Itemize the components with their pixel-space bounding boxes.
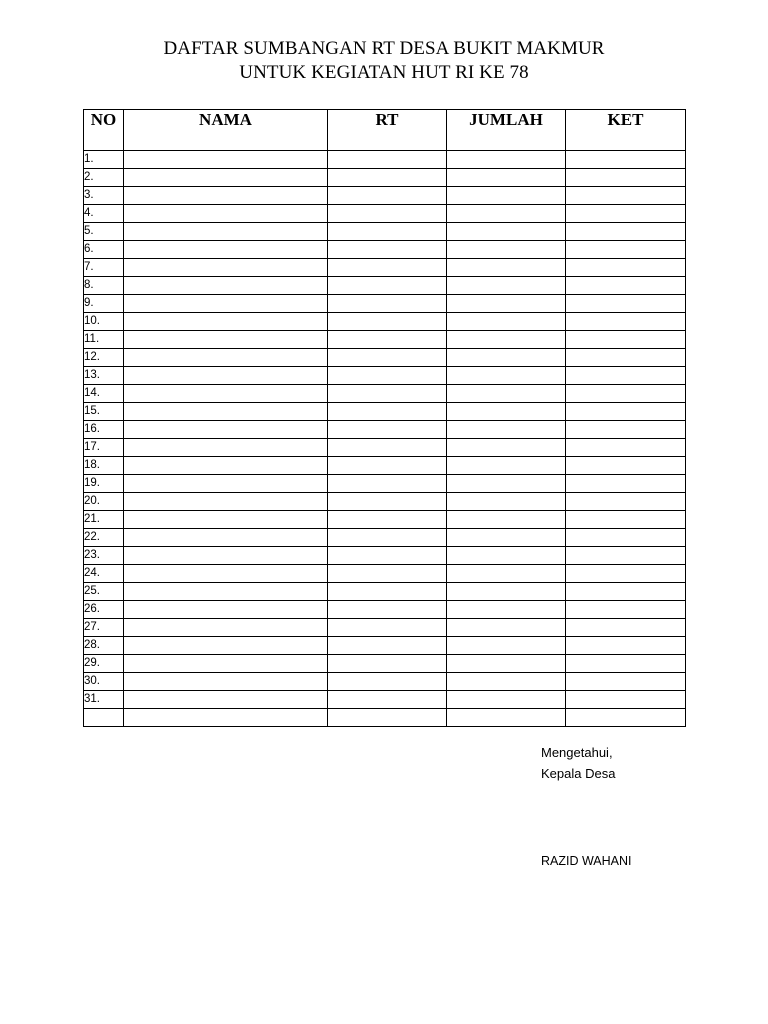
- table-row: [84, 205, 686, 223]
- ket-cell: [566, 349, 686, 367]
- jumlah-cell: [447, 601, 566, 619]
- row-number: 26.: [84, 601, 124, 619]
- nama-cell: [124, 151, 328, 169]
- ket-cell: [566, 313, 686, 331]
- jumlah-cell: [447, 619, 566, 637]
- table-row: [84, 583, 686, 601]
- nama-cell: [124, 583, 328, 601]
- ket-cell: [566, 601, 686, 619]
- rt-cell: [328, 277, 447, 295]
- jumlah-cell: [447, 205, 566, 223]
- rt-cell: [328, 313, 447, 331]
- row-number: 13.: [84, 367, 124, 385]
- nama-cell: [124, 547, 328, 565]
- jumlah-cell: [447, 277, 566, 295]
- table-row: [84, 709, 686, 727]
- table-row: [84, 313, 686, 331]
- nama-cell: [124, 403, 328, 421]
- jumlah-cell: [447, 655, 566, 673]
- table-body: [84, 151, 686, 727]
- nama-cell: [124, 259, 328, 277]
- row-number: 30.: [84, 673, 124, 691]
- row-number: 9.: [84, 295, 124, 313]
- ket-cell: [566, 529, 686, 547]
- table-row: [84, 565, 686, 583]
- nama-cell: [124, 457, 328, 475]
- ket-cell: [566, 655, 686, 673]
- nama-cell: [124, 565, 328, 583]
- jumlah-cell: [447, 421, 566, 439]
- row-number: 29.: [84, 655, 124, 673]
- table-row: [84, 331, 686, 349]
- ket-cell: [566, 637, 686, 655]
- jumlah-cell: [447, 529, 566, 547]
- jumlah-cell: [447, 169, 566, 187]
- table-header-row: [84, 110, 686, 151]
- jumlah-cell: [447, 709, 566, 727]
- nama-cell: [124, 619, 328, 637]
- row-number: 16.: [84, 421, 124, 439]
- row-number: 2.: [84, 169, 124, 187]
- nama-cell: [124, 601, 328, 619]
- table-row: [84, 151, 686, 169]
- row-number: 18.: [84, 457, 124, 475]
- rt-cell: [328, 565, 447, 583]
- row-number: 14.: [84, 385, 124, 403]
- jumlah-cell: [447, 259, 566, 277]
- ket-cell: [566, 475, 686, 493]
- jumlah-cell: [447, 385, 566, 403]
- rt-cell: [328, 385, 447, 403]
- nama-cell: [124, 367, 328, 385]
- jumlah-cell: [447, 673, 566, 691]
- ket-cell: [566, 295, 686, 313]
- ket-cell: [566, 223, 686, 241]
- row-number: 22.: [84, 529, 124, 547]
- jumlah-cell: [447, 331, 566, 349]
- ket-cell: [566, 439, 686, 457]
- row-number: 7.: [84, 259, 124, 277]
- jumlah-cell: [447, 583, 566, 601]
- rt-cell: [328, 583, 447, 601]
- jumlah-cell: [447, 439, 566, 457]
- table-row: [84, 277, 686, 295]
- table-row: [84, 169, 686, 187]
- nama-cell: [124, 385, 328, 403]
- jumlah-cell: [447, 313, 566, 331]
- rt-cell: [328, 673, 447, 691]
- table-row: [84, 421, 686, 439]
- rt-cell: [328, 637, 447, 655]
- row-number: 15.: [84, 403, 124, 421]
- table-row: [84, 223, 686, 241]
- nama-cell: [124, 241, 328, 259]
- ket-cell: [566, 403, 686, 421]
- row-number: [84, 709, 124, 727]
- rt-cell: [328, 547, 447, 565]
- header-rt: RT: [328, 110, 447, 151]
- rt-cell: [328, 223, 447, 241]
- nama-cell: [124, 187, 328, 205]
- table-row: [84, 439, 686, 457]
- jumlah-cell: [447, 457, 566, 475]
- nama-cell: [124, 439, 328, 457]
- rt-cell: [328, 655, 447, 673]
- rt-cell: [328, 367, 447, 385]
- nama-cell: [124, 655, 328, 673]
- table-row: [84, 403, 686, 421]
- nama-cell: [124, 709, 328, 727]
- row-number: 4.: [84, 205, 124, 223]
- rt-cell: [328, 349, 447, 367]
- table-row: [84, 259, 686, 277]
- table-row: [84, 457, 686, 475]
- ket-cell: [566, 169, 686, 187]
- row-number: 3.: [84, 187, 124, 205]
- row-number: 12.: [84, 349, 124, 367]
- table-row: [84, 511, 686, 529]
- rt-cell: [328, 331, 447, 349]
- jumlah-cell: [447, 241, 566, 259]
- nama-cell: [124, 691, 328, 709]
- rt-cell: [328, 187, 447, 205]
- table-row: [84, 187, 686, 205]
- row-number: 27.: [84, 619, 124, 637]
- jumlah-cell: [447, 403, 566, 421]
- ket-cell: [566, 565, 686, 583]
- rt-cell: [328, 475, 447, 493]
- ket-cell: [566, 385, 686, 403]
- nama-cell: [124, 349, 328, 367]
- ket-cell: [566, 709, 686, 727]
- rt-cell: [328, 151, 447, 169]
- jumlah-cell: [447, 349, 566, 367]
- table-row: [84, 655, 686, 673]
- nama-cell: [124, 313, 328, 331]
- table-row: [84, 529, 686, 547]
- jumlah-cell: [447, 151, 566, 169]
- ket-cell: [566, 277, 686, 295]
- table-row: [84, 673, 686, 691]
- rt-cell: [328, 601, 447, 619]
- rt-cell: [328, 709, 447, 727]
- nama-cell: [124, 331, 328, 349]
- jumlah-cell: [447, 367, 566, 385]
- rt-cell: [328, 511, 447, 529]
- ket-cell: [566, 691, 686, 709]
- document-subtitle: UNTUK KEGIATAN HUT RI KE 78: [239, 62, 529, 83]
- rt-cell: [328, 259, 447, 277]
- table-row: [84, 475, 686, 493]
- nama-cell: [124, 223, 328, 241]
- document-title: DAFTAR SUMBANGAN RT DESA BUKIT MAKMUR: [163, 38, 605, 59]
- jumlah-cell: [447, 223, 566, 241]
- jumlah-cell: [447, 493, 566, 511]
- rt-cell: [328, 457, 447, 475]
- nama-cell: [124, 205, 328, 223]
- ket-cell: [566, 457, 686, 475]
- nama-cell: [124, 475, 328, 493]
- nama-cell: [124, 511, 328, 529]
- nama-cell: [124, 169, 328, 187]
- ket-cell: [566, 187, 686, 205]
- row-number: 8.: [84, 277, 124, 295]
- ket-cell: [566, 259, 686, 277]
- acknowledgement-label: Mengetahui,: [541, 745, 613, 760]
- table-row: [84, 295, 686, 313]
- ket-cell: [566, 367, 686, 385]
- row-number: 21.: [84, 511, 124, 529]
- nama-cell: [124, 493, 328, 511]
- table-row: [84, 637, 686, 655]
- rt-cell: [328, 619, 447, 637]
- row-number: 6.: [84, 241, 124, 259]
- ket-cell: [566, 151, 686, 169]
- row-number: 11.: [84, 331, 124, 349]
- row-number: 5.: [84, 223, 124, 241]
- ket-cell: [566, 511, 686, 529]
- jumlah-cell: [447, 691, 566, 709]
- jumlah-cell: [447, 475, 566, 493]
- ket-cell: [566, 583, 686, 601]
- jumlah-cell: [447, 637, 566, 655]
- rt-cell: [328, 529, 447, 547]
- table-row: [84, 241, 686, 259]
- row-number: 23.: [84, 547, 124, 565]
- ket-cell: [566, 493, 686, 511]
- rt-cell: [328, 169, 447, 187]
- header-ket: KET: [566, 110, 686, 151]
- rt-cell: [328, 205, 447, 223]
- row-number: 31.: [84, 691, 124, 709]
- row-number: 28.: [84, 637, 124, 655]
- ket-cell: [566, 619, 686, 637]
- nama-cell: [124, 295, 328, 313]
- table-row: [84, 601, 686, 619]
- nama-cell: [124, 277, 328, 295]
- rt-cell: [328, 295, 447, 313]
- ket-cell: [566, 205, 686, 223]
- jumlah-cell: [447, 187, 566, 205]
- table-row: [84, 385, 686, 403]
- header-jumlah: JUMLAH: [447, 110, 566, 151]
- signer-role: Kepala Desa: [541, 766, 616, 781]
- row-number: 10.: [84, 313, 124, 331]
- jumlah-cell: [447, 565, 566, 583]
- rt-cell: [328, 493, 447, 511]
- table-row: [84, 547, 686, 565]
- jumlah-cell: [447, 511, 566, 529]
- row-number: 1.: [84, 151, 124, 169]
- row-number: 25.: [84, 583, 124, 601]
- signer-name: RAZID WAHANI: [541, 854, 632, 868]
- row-number: 17.: [84, 439, 124, 457]
- table-row: [84, 619, 686, 637]
- nama-cell: [124, 637, 328, 655]
- nama-cell: [124, 529, 328, 547]
- jumlah-cell: [447, 547, 566, 565]
- row-number: 20.: [84, 493, 124, 511]
- rt-cell: [328, 421, 447, 439]
- rt-cell: [328, 241, 447, 259]
- ket-cell: [566, 547, 686, 565]
- donation-table: [83, 109, 686, 727]
- nama-cell: [124, 421, 328, 439]
- ket-cell: [566, 331, 686, 349]
- table-row: [84, 493, 686, 511]
- rt-cell: [328, 439, 447, 457]
- ket-cell: [566, 241, 686, 259]
- row-number: 24.: [84, 565, 124, 583]
- table-row: [84, 691, 686, 709]
- header-no: NO: [84, 110, 124, 151]
- rt-cell: [328, 691, 447, 709]
- jumlah-cell: [447, 295, 566, 313]
- rt-cell: [328, 403, 447, 421]
- ket-cell: [566, 673, 686, 691]
- table-row: [84, 367, 686, 385]
- ket-cell: [566, 421, 686, 439]
- nama-cell: [124, 673, 328, 691]
- row-number: 19.: [84, 475, 124, 493]
- header-nama: NAMA: [124, 110, 328, 151]
- table-row: [84, 349, 686, 367]
